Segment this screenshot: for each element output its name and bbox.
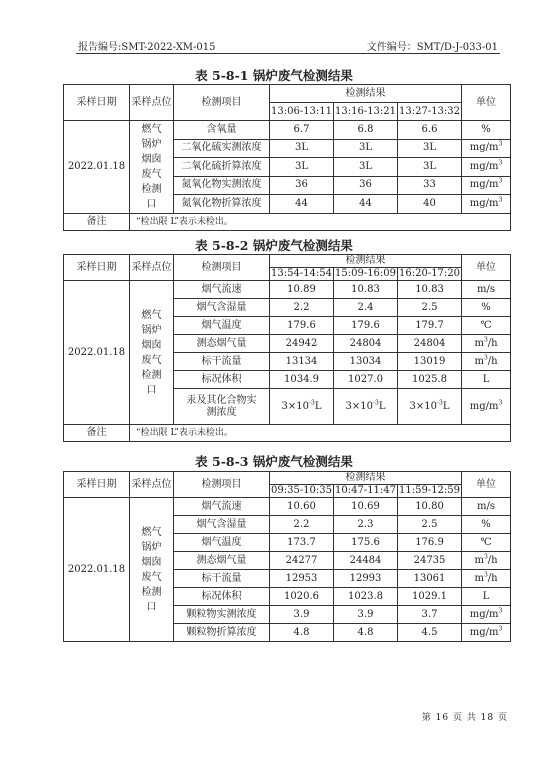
test-item: 烟气流速 xyxy=(174,281,270,299)
table3 xyxy=(63,471,511,642)
header-time-slot: 11:59-12:59 xyxy=(399,485,461,496)
header-sampling-date: 采样日期 xyxy=(64,255,130,281)
table-row xyxy=(64,121,511,140)
unit: m/s xyxy=(462,498,511,516)
result-value: 33 xyxy=(398,176,462,195)
sampling-site: 燃气锅炉烟囱废气检测口 xyxy=(130,498,174,642)
unit: $mg/m^3$ xyxy=(462,606,511,624)
result-value: 3L xyxy=(334,158,398,177)
unit: $m^3/h$ xyxy=(462,570,511,588)
sampling-date: 2022.01.18 xyxy=(64,281,130,425)
result-value: 2.5 xyxy=(398,516,462,534)
result-value: 2.5 xyxy=(398,299,462,317)
page-number: 第 16 页 共 18 页 xyxy=(421,713,508,723)
note-label: 备注 xyxy=(64,425,130,442)
unit: % xyxy=(462,516,511,534)
result-value: 24484 xyxy=(334,552,398,570)
result-value: 2.2 xyxy=(270,516,334,534)
unit: $mg/m^3$ xyxy=(462,139,511,158)
result-value: 3L xyxy=(398,158,462,177)
result-value: 36 xyxy=(270,176,334,195)
sampling-date: 2022.01.18 xyxy=(64,121,130,214)
header-unit: 单位 xyxy=(462,85,511,121)
test-item: 烟气温度 xyxy=(174,317,270,335)
result-value: 10.83 xyxy=(334,281,398,299)
report-number: 报告编号:SMT-2022-XM-015 xyxy=(78,42,216,53)
test-item: 烟气流速 xyxy=(174,498,270,516)
unit: m/s xyxy=(462,281,511,299)
header-test-item: 检测项目 xyxy=(174,472,270,498)
result-value: 10.89 xyxy=(270,281,334,299)
header-sampling-date: 采样日期 xyxy=(64,85,130,121)
result-value: 6.8 xyxy=(334,121,398,140)
result-value: 24804 xyxy=(334,335,398,353)
header-unit: 单位 xyxy=(462,255,511,281)
unit: $mg/m^3$ xyxy=(462,195,511,214)
result-value: 13134 xyxy=(270,353,334,371)
page-header xyxy=(78,38,498,52)
result-value: 3L xyxy=(334,139,398,158)
sampling-site: 燃气锅炉烟囱废气检测口 xyxy=(130,281,174,425)
table2 xyxy=(63,254,511,442)
result-value: $3\times 10^{-3}L$ xyxy=(334,389,398,425)
result-value: 6.7 xyxy=(270,121,334,140)
header-sampling-site: 采样点位 xyxy=(130,255,174,281)
unit: L xyxy=(462,371,511,389)
test-item: 烟气温度 xyxy=(174,534,270,552)
test-item: 标况体积 xyxy=(174,371,270,389)
result-value: 10.80 xyxy=(398,498,462,516)
test-item: 含氧量 xyxy=(174,121,270,140)
header-sampling-date: 采样日期 xyxy=(64,472,130,498)
unit: $m^3/h$ xyxy=(462,552,511,570)
result-value: 40 xyxy=(398,195,462,214)
result-value: 13019 xyxy=(398,353,462,371)
unit: % xyxy=(462,299,511,317)
sampling-date: 2022.01.18 xyxy=(64,498,130,642)
sampling-site: 燃气锅炉烟囱废气检测口 xyxy=(130,121,174,214)
header-time-slot: 15:09-16:09 xyxy=(335,268,397,279)
result-value: 4.5 xyxy=(398,624,462,642)
result-value: 10.60 xyxy=(270,498,334,516)
result-value: 173.7 xyxy=(270,534,334,552)
result-value: 10.69 xyxy=(334,498,398,516)
header-test-item: 检测项目 xyxy=(174,85,270,121)
header-test-result: 检测结果 xyxy=(270,472,462,485)
test-item: 标干流量 xyxy=(174,570,270,588)
result-value: 12953 xyxy=(270,570,334,588)
result-value: 13061 xyxy=(398,570,462,588)
test-item: 二氧化硫实测浓度 xyxy=(174,139,270,158)
header-time-slot: 09:35-10:35 xyxy=(271,485,333,496)
result-value: 2.4 xyxy=(334,299,398,317)
result-value: 3L xyxy=(270,139,334,158)
result-value: 1023.8 xyxy=(334,588,398,606)
header-test-result: 检测结果 xyxy=(270,255,462,268)
test-item: 标况体积 xyxy=(174,588,270,606)
result-value: 3.9 xyxy=(334,606,398,624)
test-item: 测态烟气量 xyxy=(174,335,270,353)
unit: $mg/m^3$ xyxy=(462,389,511,425)
header-divider xyxy=(76,53,500,54)
result-value: 6.6 xyxy=(398,121,462,140)
result-value: 1034.9 xyxy=(270,371,334,389)
test-item: 烟气含湿量 xyxy=(174,299,270,317)
note-text: “检出限 L”表示未检出。 xyxy=(130,213,511,230)
header-time-slot: 13:54-14:54 xyxy=(271,268,333,279)
unit: $m^3/h$ xyxy=(462,353,511,371)
table3-title: 表 5-8-3 锅炉废气检测结果 xyxy=(195,454,353,469)
test-item: 颗粒物折算浓度 xyxy=(174,624,270,642)
header-sampling-site: 采样点位 xyxy=(130,85,174,121)
result-value: 13034 xyxy=(334,353,398,371)
unit: $mg/m^3$ xyxy=(462,176,511,195)
header-sampling-site: 采样点位 xyxy=(130,472,174,498)
test-item: 氮氧化物实测浓度 xyxy=(174,176,270,195)
table2-title: 表 5-8-2 锅炉废气检测结果 xyxy=(195,238,353,253)
result-value: 3L xyxy=(398,139,462,158)
result-value: 2.3 xyxy=(334,516,398,534)
unit: $mg/m^3$ xyxy=(462,624,511,642)
result-value: 176.9 xyxy=(398,534,462,552)
unit: ℃ xyxy=(462,317,511,335)
table1 xyxy=(63,84,511,231)
header-time-slot: 13:27-13:32 xyxy=(398,103,462,121)
file-number: 文件编号：SMT/D-J-033-01 xyxy=(366,42,498,53)
result-value: 179.6 xyxy=(334,317,398,335)
result-value: 44 xyxy=(334,195,398,214)
table-row xyxy=(64,281,511,299)
test-item: 烟气含湿量 xyxy=(174,516,270,534)
result-value: 179.6 xyxy=(270,317,334,335)
result-value: 1029.1 xyxy=(398,588,462,606)
result-value: 24804 xyxy=(398,335,462,353)
result-value: 24942 xyxy=(270,335,334,353)
unit: L xyxy=(462,588,511,606)
header-test-result: 检测结果 xyxy=(270,85,462,103)
result-value: 24735 xyxy=(398,552,462,570)
note-text: “检出限 L”表示未检出。 xyxy=(130,425,511,442)
header-time-slot: 13:06-13:11 xyxy=(270,103,334,121)
result-value: 4.8 xyxy=(334,624,398,642)
result-value: 1020.6 xyxy=(270,588,334,606)
test-item: 标干流量 xyxy=(174,353,270,371)
result-value: 1027.0 xyxy=(334,371,398,389)
result-value: 3.9 xyxy=(270,606,334,624)
result-value: 4.8 xyxy=(270,624,334,642)
result-value: 2.2 xyxy=(270,299,334,317)
result-value: 12993 xyxy=(334,570,398,588)
header-time-slot: 16:20-17:20 xyxy=(399,268,461,279)
result-value: 10.83 xyxy=(398,281,462,299)
table1-title: 表 5-8-1 锅炉废气检测结果 xyxy=(195,68,353,83)
unit: ℃ xyxy=(462,534,511,552)
test-item: 汞及其化合物实测浓度 xyxy=(174,389,270,425)
table-row xyxy=(64,498,511,516)
result-value: 36 xyxy=(334,176,398,195)
result-value: 179.7 xyxy=(398,317,462,335)
header-time-slot: 10:47-11:47 xyxy=(335,485,397,496)
test-item: 测态烟气量 xyxy=(174,552,270,570)
result-value: 1025.8 xyxy=(398,371,462,389)
unit: $mg/m^3$ xyxy=(462,158,511,177)
result-value: 44 xyxy=(270,195,334,214)
result-value: 24277 xyxy=(270,552,334,570)
unit: % xyxy=(462,121,511,140)
unit: $m^3/h$ xyxy=(462,335,511,353)
result-value: 175.6 xyxy=(334,534,398,552)
header-test-item: 检测项目 xyxy=(174,255,270,281)
header-time-slot: 13:16-13:21 xyxy=(334,103,398,121)
test-item: 二氧化硫折算浓度 xyxy=(174,158,270,177)
header-unit: 单位 xyxy=(462,472,511,498)
test-item: 颗粒物实测浓度 xyxy=(174,606,270,624)
result-value: $3\times 10^{-3}L$ xyxy=(398,389,462,425)
test-item: 氮氧化物折算浓度 xyxy=(174,195,270,214)
result-value: 3.7 xyxy=(398,606,462,624)
result-value: 3L xyxy=(270,158,334,177)
note-label: 备注 xyxy=(64,213,130,230)
result-value: $3\times 10^{-3}L$ xyxy=(270,389,334,425)
